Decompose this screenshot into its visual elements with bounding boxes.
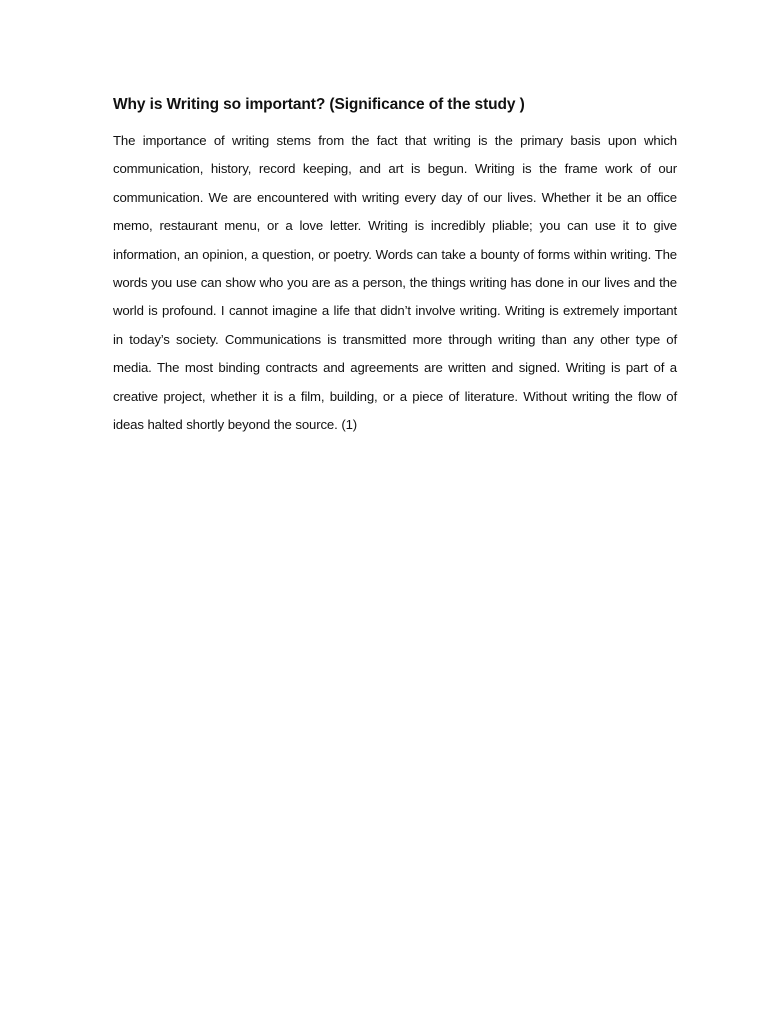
document-content (113, 92, 677, 439)
section-heading: Why is Writing so important? (Significance of the study ) (113, 96, 525, 113)
body-paragraph: The importance of writing stems from the fact that writing is the primary basis upon which communication, history, record keeping, and art is begun. Writing is the frame work of our communication. We are encountered with writing every day of our lives. Whether it be an office memo, restaurant menu, or a love letter. Writing is incredibly pliable; you can use it to give information, an opinion, a question, or poetry. Words can take a bounty of forms within writing. The words you use can show who you are as a person, the things writing has done in our lives and the world is profound. I cannot imagine a life that didn’t involve writing. Writing is extremely important in today’s society. Communications is transmitted more through writing than any other type of media. The most binding contracts and agreements are written and signed. Writing is part of a creative project, whether it is a film, building, or a piece of literature. Without writing the flow of ideas halted shortly beyond the source. (1) (113, 133, 677, 433)
